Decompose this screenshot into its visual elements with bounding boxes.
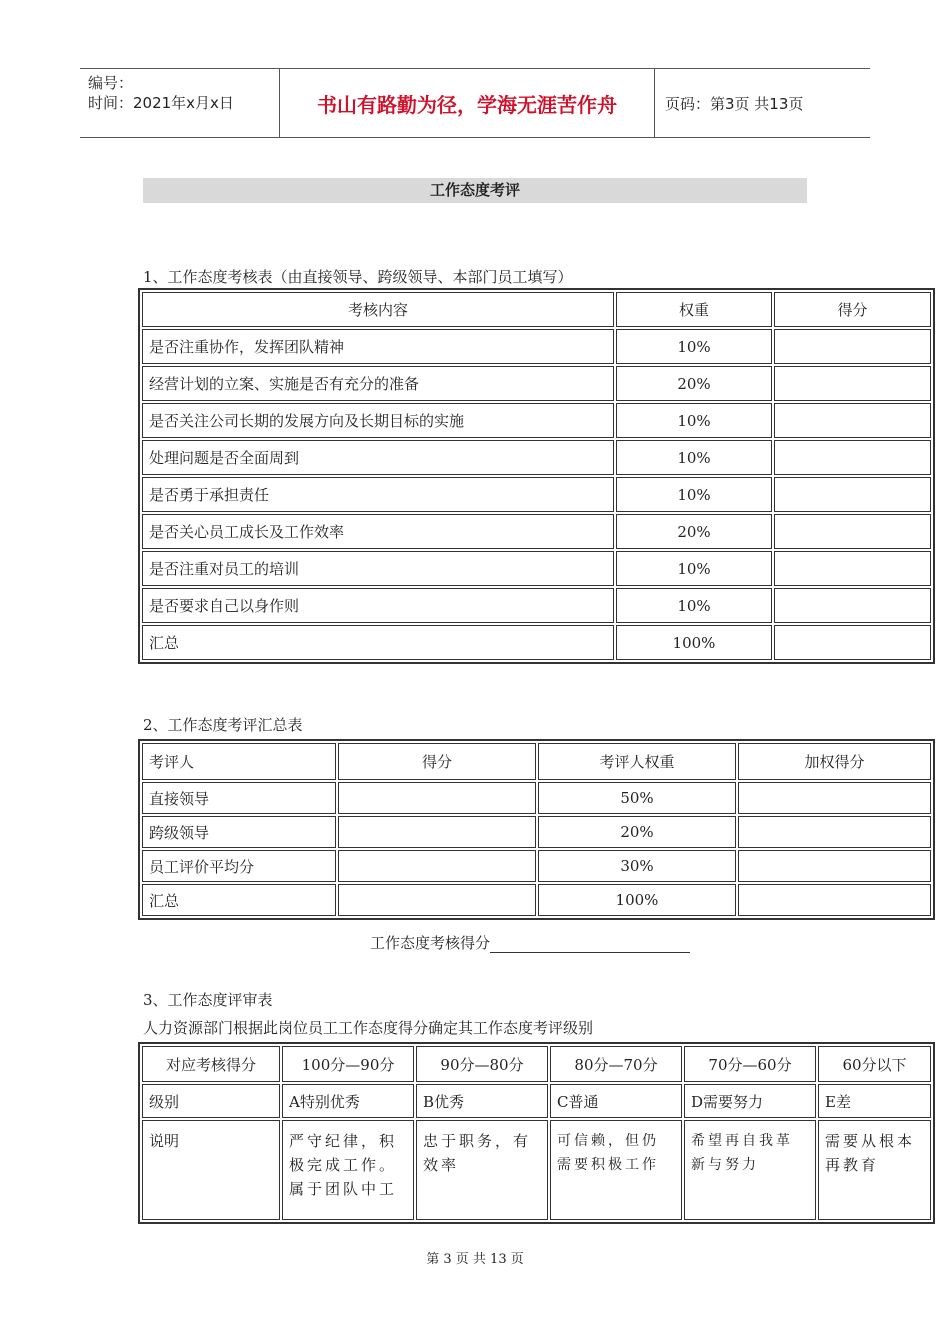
col-header: 70分—60分	[684, 1046, 816, 1082]
weight-cell: 10%	[616, 551, 772, 586]
weight-cell: 30%	[538, 850, 736, 882]
weight-cell: 20%	[538, 816, 736, 848]
score-cell[interactable]	[338, 884, 536, 916]
evaluator-cell: 汇总	[142, 884, 336, 916]
score-cell[interactable]	[338, 782, 536, 814]
level-label-cell: 级别	[142, 1084, 280, 1118]
table-row	[142, 366, 931, 401]
table-row	[142, 850, 931, 882]
item-cell: 经营计划的立案、实施是否有充分的准备	[142, 366, 614, 401]
table-row-total	[142, 884, 931, 916]
weight-cell: 10%	[616, 440, 772, 475]
table-header-row	[142, 292, 931, 327]
page-header	[80, 68, 870, 138]
score-cell[interactable]	[774, 551, 931, 586]
col-header: 100分—90分	[282, 1046, 414, 1082]
evaluator-cell: 直接领导	[142, 782, 336, 814]
time-label: 时间：2021年x月x日	[88, 94, 234, 112]
score-cell[interactable]	[774, 625, 931, 660]
section1-heading: 1、工作态度考核表（由直接领导、跨级领导、本部门员工填写）	[143, 268, 573, 286]
table-row	[142, 440, 931, 475]
weight-cell: 100%	[616, 625, 772, 660]
page-footer: 第 3 页 共 13 页	[426, 1252, 524, 1267]
weighted-score-cell[interactable]	[738, 816, 931, 848]
col-header: 90分—80分	[416, 1046, 548, 1082]
attitude-score-blank[interactable]	[490, 936, 690, 953]
number-label: 编号：	[88, 74, 134, 92]
desc-label-cell: 说明	[142, 1120, 280, 1220]
col-header: 得分	[774, 292, 931, 327]
score-cell[interactable]	[338, 816, 536, 848]
weight-cell: 20%	[616, 514, 772, 549]
item-cell: 是否勇于承担责任	[142, 477, 614, 512]
weighted-score-cell[interactable]	[738, 884, 931, 916]
score-cell[interactable]	[774, 440, 931, 475]
table-row	[142, 782, 931, 814]
section3-subheading: 人力资源部门根据此岗位员工工作态度得分确定其工作态度考评级别	[143, 1019, 594, 1037]
score-cell[interactable]	[774, 329, 931, 364]
desc-cell: 需要从根本再教育	[818, 1120, 931, 1220]
desc-cell: 严守纪律，积极完成工作。属于团队中工	[282, 1120, 414, 1220]
evaluator-cell: 跨级领导	[142, 816, 336, 848]
col-header: 加权得分	[738, 743, 931, 780]
col-header: 得分	[338, 743, 536, 780]
desc-cell: 可信赖，但仍需要积极工作	[550, 1120, 682, 1220]
table-row-description	[142, 1120, 931, 1220]
score-cell[interactable]	[338, 850, 536, 882]
item-cell: 是否注重对员工的培训	[142, 551, 614, 586]
item-cell: 处理问题是否全面周到	[142, 440, 614, 475]
weight-cell: 10%	[616, 403, 772, 438]
score-cell[interactable]	[774, 403, 931, 438]
table-row-total	[142, 625, 931, 660]
table-header-row	[142, 1046, 931, 1082]
col-header: 考核内容	[142, 292, 614, 327]
weight-cell: 50%	[538, 782, 736, 814]
table-row	[142, 514, 931, 549]
weight-cell: 20%	[616, 366, 772, 401]
attitude-assessment-table	[138, 288, 935, 664]
item-cell: 是否关注公司长期的发展方向及长期目标的实施	[142, 403, 614, 438]
score-cell[interactable]	[774, 588, 931, 623]
header-page-label: 页码：第3页 共13页	[665, 94, 804, 113]
weight-cell: 10%	[616, 477, 772, 512]
page-title: 工作态度考评	[143, 178, 807, 203]
col-header: 80分—70分	[550, 1046, 682, 1082]
section2-heading: 2、工作态度考评汇总表	[143, 716, 303, 734]
item-cell: 是否注重协作，发挥团队精神	[142, 329, 614, 364]
level-cell: C普通	[550, 1084, 682, 1118]
col-header: 权重	[616, 292, 772, 327]
attitude-score-label: 工作态度考核得分	[370, 934, 491, 952]
table-header-row	[142, 743, 931, 780]
score-cell[interactable]	[774, 477, 931, 512]
weighted-score-cell[interactable]	[738, 850, 931, 882]
weight-cell: 10%	[616, 329, 772, 364]
level-cell: A特别优秀	[282, 1084, 414, 1118]
col-header: 对应考核得分	[142, 1046, 280, 1082]
table-row	[142, 816, 931, 848]
score-cell[interactable]	[774, 366, 931, 401]
level-cell: B优秀	[416, 1084, 548, 1118]
attitude-review-table	[138, 1042, 935, 1224]
weight-cell: 100%	[538, 884, 736, 916]
table-row	[142, 329, 931, 364]
table-row	[142, 477, 931, 512]
table-row	[142, 551, 931, 586]
section3-heading: 3、工作态度评审表	[143, 991, 273, 1009]
col-header: 考评人	[142, 743, 336, 780]
item-cell: 汇总	[142, 625, 614, 660]
level-cell: D需要努力	[684, 1084, 816, 1118]
col-header: 60分以下	[818, 1046, 931, 1082]
desc-cell: 忠于职务，有效率	[416, 1120, 548, 1220]
table-row-level	[142, 1084, 931, 1118]
desc-cell: 希望再自我革新与努力	[684, 1120, 816, 1220]
item-cell: 是否要求自己以身作则	[142, 588, 614, 623]
table-row	[142, 588, 931, 623]
item-cell: 是否关心员工成长及工作效率	[142, 514, 614, 549]
header-motto: 书山有路勤为径，学海无涯苦作舟	[280, 69, 655, 137]
weight-cell: 10%	[616, 588, 772, 623]
col-header: 考评人权重	[538, 743, 736, 780]
weighted-score-cell[interactable]	[738, 782, 931, 814]
header-meta	[80, 69, 280, 137]
level-cell: E差	[818, 1084, 931, 1118]
attitude-summary-table	[138, 739, 935, 920]
table-row	[142, 403, 931, 438]
attitude-score-line	[370, 932, 690, 953]
score-cell[interactable]	[774, 514, 931, 549]
evaluator-cell: 员工评价平均分	[142, 850, 336, 882]
